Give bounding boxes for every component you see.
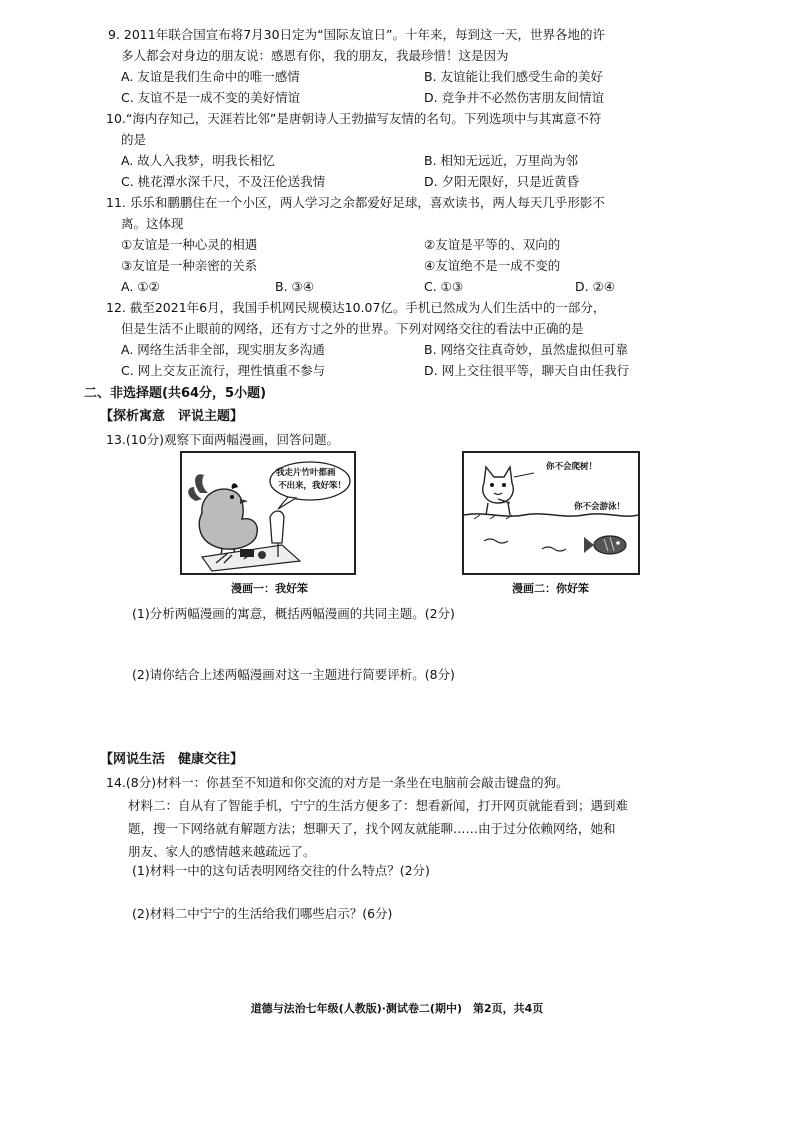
q11-statement-4: ④友谊绝不是一成不变的 [424, 258, 561, 273]
subsection-heading-2: 【网说生活 健康交往】 [100, 752, 244, 767]
page-footer: 道德与法治七年级(人教版)·测试卷二(期中) 第2页，共4页 [250, 1002, 544, 1015]
q14-part-2: (2)材料二中宁宁的生活给我们哪些启示？(6分) [132, 906, 393, 921]
q14-material-2-line2: 题，搜一下网络就有解题方法；想聊天了，找个网友就能聊……由于过分依赖网络，她和 [128, 821, 616, 836]
q14-material-1: 14.(8分)材料一：你甚至不知道和你交流的对方是一条坐在电脑前会敲击键盘的狗。 [106, 775, 569, 790]
q9-option-c: C. 友谊不是一成不变的美好情谊 [121, 90, 301, 105]
cartoon-2-bubble-fish: 你不会游泳！ [574, 502, 626, 512]
q10-option-c: C. 桃花潭水深千尺，不及汪伦送我情 [121, 174, 326, 189]
cartoon-1-bubble-line1: 我走片竹叶都画 [276, 468, 336, 478]
q11-option-b: B. ③④ [275, 279, 314, 294]
q10-option-a: A. 故人入我梦，明我长相忆 [121, 153, 275, 168]
q12-stem-line1: 12. 截至2021年6月，我国手机网民规模达10.07亿。手机已然成为人们生活中的一部分， [106, 300, 606, 315]
q11-statement-1: ①友谊是一种心灵的相遇 [121, 237, 258, 252]
q10-stem-line1: 10.“海内存知己，天涯若比邻”是唐朝诗人王勃描写友情的名句。下列选项中与其寓意不符 [106, 111, 602, 126]
q9-option-d: D. 竞争并不必然伤害朋友间情谊 [424, 90, 605, 105]
q12-option-d: D. 网上交往很平等，聊天自由任我行 [424, 363, 630, 378]
subsection-heading-1: 【探析寓意 评说主题】 [100, 409, 244, 424]
cartoon-2-bubble-cat: 你不会爬树！ [546, 462, 598, 472]
q14-material-2-line3: 朋友、家人的感情越来越疏远了。 [128, 844, 316, 859]
q14-material-2-line1: 材料二：自从有了智能手机，宁宁的生活方便多了：想看新闻，打开网页就能看到；遇到难 [128, 798, 629, 813]
q11-stem-line1: 11. 乐乐和鹏鹏住在一个小区，两人学习之余都爱好足球，喜欢读书，两人每天几乎形影不 [106, 195, 605, 210]
cartoon-1-caption: 漫画一：我好笨 [231, 582, 308, 595]
q12-stem-line2: 但是生活不止眼前的网络，还有方寸之外的世界。下列对网络交往的看法中正确的是 [121, 321, 584, 336]
q13-part-2: (2)请你结合上述两幅漫画对这一主题进行简要评析。(8分) [132, 667, 455, 682]
section-title: 二、非选择题(共64分，5小题) [84, 386, 267, 401]
q11-stem-line2: 离。这体现 [121, 216, 184, 231]
cartoon-1-panel [180, 451, 356, 575]
q11-option-c: C. ①③ [424, 279, 464, 294]
q10-option-d: D. 夕阳无限好，只是近黄昏 [424, 174, 580, 189]
q11-statement-3: ③友谊是一种亲密的关系 [121, 258, 258, 273]
q9-option-b: B. 友谊能让我们感受生命的美好 [424, 69, 604, 84]
q12-option-c: C. 网上交友正流行，理性慎重不参与 [121, 363, 326, 378]
q12-option-a: A. 网络生活非全部，现实朋友多沟通 [121, 342, 325, 357]
q13-part-1: (1)分析两幅漫画的寓意，概括两幅漫画的共同主题。(2分) [132, 606, 455, 621]
q11-statement-2: ②友谊是平等的、双向的 [424, 237, 561, 252]
q14-part-1: (1)材料一中的这句话表明网络交往的什么特点？(2分) [132, 863, 430, 878]
q12-option-b: B. 网络交往真奇妙，虽然虚拟但可靠 [424, 342, 629, 357]
cartoon-2-caption: 漫画二：你好笨 [512, 582, 589, 595]
q13-stem: 13.(10分)观察下面两幅漫画，回答问题。 [106, 432, 340, 447]
q9-stem-line2: 多人都会对身边的朋友说：感恩有你，我的朋友，我最珍惜！这是因为 [121, 48, 509, 63]
cartoon-1-bubble-line2: 不出来，我好笨！ [278, 481, 347, 491]
cartoon-2-panel [462, 451, 640, 575]
q9-stem-line1: 9. 2011年联合国宣布将7月30日定为“国际友谊日”。十年来，每到这一天，世界各地的许 [108, 27, 606, 42]
q11-option-d: D. ②④ [575, 279, 615, 294]
q11-option-a: A. ①② [121, 279, 160, 294]
q9-option-a: A. 友谊是我们生命中的唯一感情 [121, 69, 300, 84]
q10-stem-line2: 的是 [121, 132, 147, 147]
q10-option-b: B. 相知无远近，万里尚为邻 [424, 153, 579, 168]
